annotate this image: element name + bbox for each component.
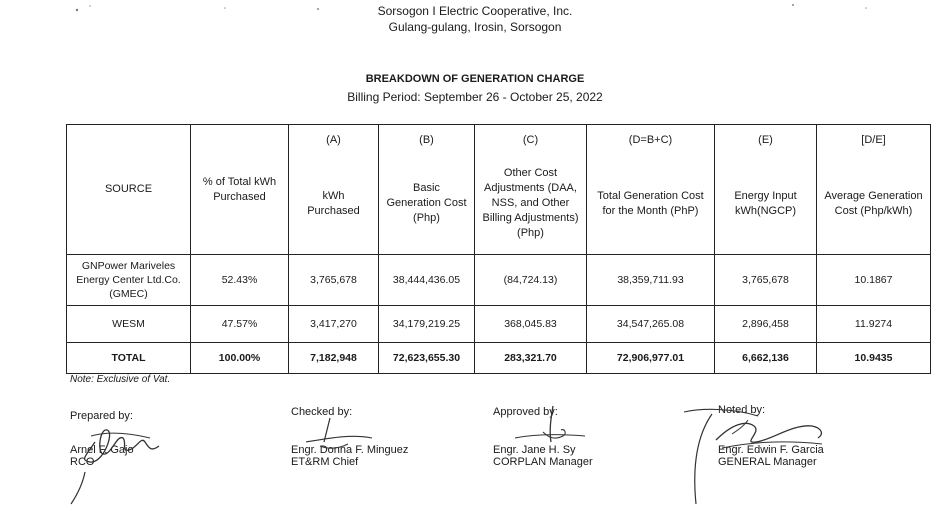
column-header-label: Total Generation Cost for the Month (PhP)	[597, 189, 704, 217]
cell-kwh: 3,765,678	[289, 255, 379, 306]
column-header-code: (D=B+C)	[628, 133, 673, 146]
organization-name: Sorsogon I Electric Cooperative, Inc.	[377, 4, 573, 18]
cell-percent: 100.00%	[191, 343, 289, 374]
column-header-label: SOURCE	[104, 183, 153, 196]
column-header-percent	[191, 125, 289, 255]
cell-energy-input: 3,765,678	[715, 255, 817, 306]
signatory-name: Engr. Jane H. Sy	[493, 444, 576, 456]
cell-basic-cost: 72,623,655.30	[379, 343, 475, 374]
cell-total-cost: 72,906,977.01	[587, 343, 715, 374]
table-row-gmec	[67, 255, 931, 306]
billing-period: Billing Period: September 26 - October 25, 2022	[347, 90, 603, 104]
column-header-label: Basic Generation Cost (Php)	[386, 182, 467, 224]
cell-basic-cost: 34,179,219.25	[379, 306, 475, 343]
column-header-average-cost	[817, 125, 931, 255]
cell-average-cost: 10.9435	[817, 343, 931, 374]
signature-role-label: Prepared by:	[70, 410, 133, 422]
cell-energy-input: 6,662,136	[715, 343, 817, 374]
signatory-name: Engr. Donna F. Minguez	[291, 444, 409, 456]
column-header-code: (E)	[758, 133, 773, 146]
cell-total-cost: 38,359,711.93	[587, 255, 715, 306]
cell-other-cost: 368,045.83	[475, 306, 587, 343]
column-header-label: Energy Input kWh(NGCP)	[734, 189, 797, 217]
signature-role-label: Checked by:	[291, 406, 353, 418]
column-header-label: Other Cost Adjustments (DAA, NSS, and Other Billing Adjustments) (Php)	[482, 167, 579, 239]
signature-role-label: Approved by:	[493, 406, 558, 418]
generation-charge-table	[66, 124, 931, 374]
column-header-total-cost	[587, 125, 715, 255]
column-header-energy-input	[715, 125, 817, 255]
column-header-label: % of Total kWh Purchased	[202, 175, 277, 203]
cell-average-cost: 11.9274	[817, 306, 931, 343]
column-header-source	[67, 125, 191, 255]
column-header-other-cost	[475, 125, 587, 255]
cell-kwh: 3,417,270	[289, 306, 379, 343]
cell-kwh: 7,182,948	[289, 343, 379, 374]
cell-percent: 52.43%	[191, 255, 289, 306]
cell-source: GNPower Mariveles Energy Center Ltd.Co. (GMEC)	[67, 255, 191, 306]
column-header-label: kWh Purchased	[307, 189, 360, 217]
table-row-wesm	[67, 306, 931, 343]
signatory-title: GENERAL Manager	[718, 456, 817, 468]
table-row-total	[67, 343, 931, 374]
cell-energy-input: 2,896,458	[715, 306, 817, 343]
column-header-code: (A)	[326, 133, 341, 146]
handwritten-signature-prepared	[55, 412, 175, 507]
signatory-name: Arnel F. Gajo	[70, 444, 134, 456]
signature-role-label: Noted by:	[718, 404, 766, 416]
organization-address: Gulang-gulang, Irosin, Sorsogon	[388, 20, 562, 34]
cell-other-cost: (84,724.13)	[475, 255, 587, 306]
cell-total-cost: 34,547,265.08	[587, 306, 715, 343]
signatory-title: RCO	[70, 456, 95, 468]
handwritten-signature-checked	[300, 412, 390, 462]
table-header-row	[67, 125, 931, 255]
cell-average-cost: 10.1867	[817, 255, 931, 306]
cell-basic-cost: 38,444,436.05	[379, 255, 475, 306]
signatory-title: ET&RM Chief	[291, 456, 359, 468]
signatory-title: CORPLAN Manager	[493, 456, 593, 468]
column-header-kwh	[289, 125, 379, 255]
column-header-code: (C)	[522, 133, 539, 146]
cell-percent: 47.57%	[191, 306, 289, 343]
cell-other-cost: 283,321.70	[475, 343, 587, 374]
cell-source: TOTAL	[67, 343, 191, 374]
column-header-code: (B)	[419, 133, 434, 146]
signatory-name: Engr. Edwin F. Garcia	[718, 444, 824, 456]
handwritten-signature-noted	[672, 404, 842, 509]
column-header-label: Average Generation Cost (Php/kWh)	[824, 189, 923, 217]
document-title: BREAKDOWN OF GENERATION CHARGE	[365, 73, 585, 85]
vat-note: Note: Exclusive of Vat.	[70, 374, 171, 385]
handwritten-signature-approved	[505, 402, 595, 452]
cell-source: WESM	[67, 306, 191, 343]
column-header-code: [D/E]	[861, 133, 886, 146]
column-header-basic-cost	[379, 125, 475, 255]
